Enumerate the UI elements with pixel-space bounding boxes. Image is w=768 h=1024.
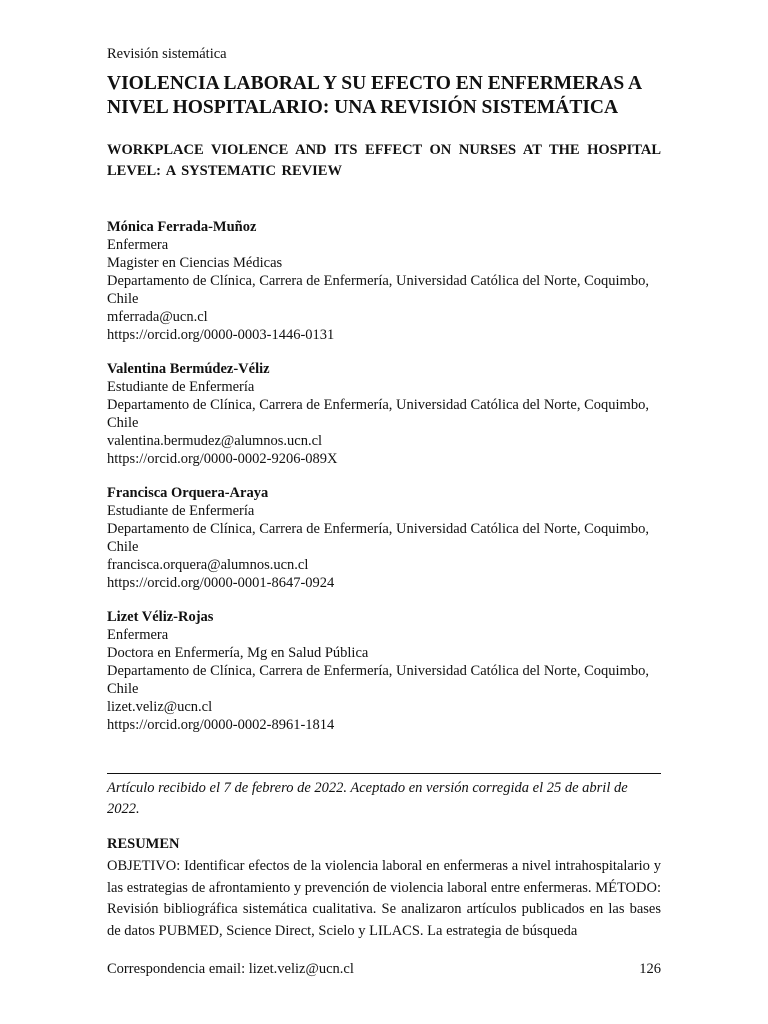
abstract-text: OBJETIVO: Identificar efectos de la violencia laboral en enfermeras a nivel intrahospitalario y las estrategias de afrontamiento y prevención de violencia laboral entre enfermeras. MÉTODO: Revisión bibliográfica sistemática cualitativa. Se analizaron artículos publicados en las bases de datos PUBMED, Science Direct, Scielo y LILACS. La estrategia de búsqueda xyxy=(107,858,661,939)
author-degree: Magister en Ciencias Médicas xyxy=(107,255,283,271)
abstract-section xyxy=(107,836,661,942)
author-block xyxy=(107,218,661,344)
author-affiliation: Departamento de Clínica, Carrera de Enfermería, Universidad Católica del Norte, Coquimbo, Chile xyxy=(107,663,649,697)
author-affiliation: Departamento de Clínica, Carrera de Enfermería, Universidad Católica del Norte, Coquimbo, Chile xyxy=(107,521,649,555)
author-list xyxy=(107,218,661,750)
author-role: Estudiante de Enfermería xyxy=(107,379,255,395)
author-role: Enfermera xyxy=(107,627,169,643)
author-affiliation: Departamento de Clínica, Carrera de Enfermería, Universidad Católica del Norte, Coquimbo, Chile xyxy=(107,397,649,431)
author-email: mferrada@ucn.cl xyxy=(107,309,208,325)
author-email: lizet.veliz@ucn.cl xyxy=(107,699,213,715)
author-name: Francisca Orquera-Araya xyxy=(107,485,269,501)
author-email: francisca.orquera@alumnos.ucn.cl xyxy=(107,557,309,573)
author-block xyxy=(107,360,661,468)
page-footer xyxy=(107,961,661,978)
author-degree: Doctora en Enfermería, Mg en Salud Pública xyxy=(107,645,369,661)
author-orcid: https://orcid.org/0000-0001-8647-0924 xyxy=(107,575,335,591)
author-block xyxy=(107,484,661,592)
author-orcid: https://orcid.org/0000-0002-9206-089X xyxy=(107,451,338,467)
author-block xyxy=(107,608,661,734)
author-name: Valentina Bermúdez-Véliz xyxy=(107,361,270,377)
author-orcid: https://orcid.org/0000-0003-1446-0131 xyxy=(107,327,335,343)
section-label: Revisión sistemática xyxy=(107,46,227,62)
correspondence-email: Correspondencia email: lizet.veliz@ucn.cl xyxy=(107,961,354,977)
abstract-heading: RESUMEN xyxy=(107,836,180,852)
page-number: 126 xyxy=(639,961,661,977)
received-note: Artículo recibido el 7 de febrero de 2022. Aceptado en versión corregida el 25 de abril de 2022. xyxy=(107,773,661,820)
author-role: Enfermera xyxy=(107,237,169,253)
author-name: Lizet Véliz-Rojas xyxy=(107,609,214,625)
title-english: WORKPLACE VIOLENCE AND ITS EFFECT ON NURSES AT THE HOSPITAL LEVEL: A SYSTEMATIC REVIEW xyxy=(107,142,661,179)
author-email: valentina.bermudez@alumnos.ucn.cl xyxy=(107,433,323,449)
author-affiliation: Departamento de Clínica, Carrera de Enfermería, Universidad Católica del Norte, Coquimbo, Chile xyxy=(107,273,649,307)
author-role: Estudiante de Enfermería xyxy=(107,503,255,519)
title-spanish: VIOLENCIA LABORAL Y SU EFECTO EN ENFERMERAS A NIVEL HOSPITALARIO: UNA REVISIÓN SISTEMÁTICA xyxy=(107,73,642,118)
author-name: Mónica Ferrada-Muñoz xyxy=(107,219,257,235)
author-orcid: https://orcid.org/0000-0002-8961-1814 xyxy=(107,717,335,733)
